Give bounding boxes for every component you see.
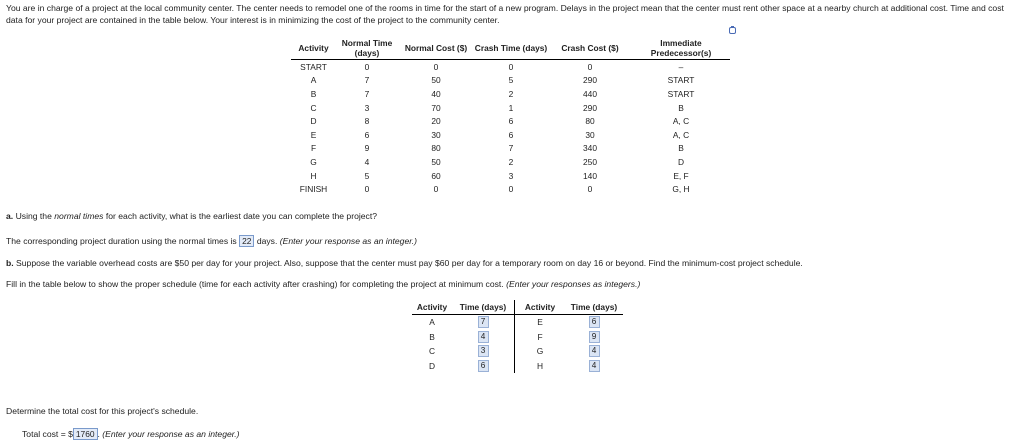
cell-predecessors: A, C	[672, 116, 690, 127]
cell-normal-cost: 0	[433, 184, 439, 195]
schedule-table-body	[412, 315, 623, 374]
project-duration-input[interactable]: 22	[239, 235, 254, 247]
schedule-activity-cell	[412, 344, 452, 359]
cell-predecessors: G, H	[672, 184, 690, 195]
schedule-time-cell	[565, 330, 623, 345]
intro-text: You are in charge of a project at the local community center. The center needs to remodel one of the rooms in time for the start of a new program. Delays in the project mean that the center must rent other space at a nearby church at additional cost. Time and cost data for your project are contained in the table below. Your interest is in minimizing the cost of the project to the community center.	[6, 3, 1004, 25]
schedule-row	[412, 315, 623, 330]
schedule-time-input[interactable]: 3	[478, 345, 489, 357]
cell-crash-cost: 290	[583, 102, 597, 113]
part-b-instruction-hint: (Enter your responses as integers.)	[506, 279, 641, 289]
schedule-time-cell	[452, 315, 515, 330]
cell-crash-time: 6	[508, 129, 514, 140]
schedule-activity: F	[537, 331, 543, 342]
cell-crash-cost: 340	[583, 143, 597, 154]
schedule-activity: G	[536, 346, 544, 357]
schedule-time-cell	[452, 344, 515, 359]
cell-activity: START	[300, 61, 327, 72]
data-table-row	[291, 128, 730, 142]
data-table-row	[291, 60, 730, 74]
schedule-activity: A	[429, 317, 435, 328]
col-header-crash-time: Crash Time (days)	[474, 37, 548, 60]
cell-predecessors: B	[678, 143, 684, 154]
cell-normal-time: 4	[364, 156, 370, 167]
cell-activity: H	[310, 170, 317, 181]
cell-crash-time: 2	[508, 156, 514, 167]
col-header-predecessors: Immediate Predecessor(s)	[632, 37, 730, 60]
cell-crash-cost: 140	[583, 170, 597, 181]
schedule-activity: B	[429, 331, 435, 342]
schedule-time-cell	[565, 344, 623, 359]
schedule-time-input[interactable]: 4	[589, 345, 600, 357]
schedule-row	[412, 330, 623, 345]
cell-crash-cost: 250	[583, 156, 597, 167]
schedule-table	[412, 300, 623, 373]
cell-normal-cost: 20	[431, 116, 441, 127]
cell-crash-time: 2	[508, 88, 514, 99]
schedule-time-input[interactable]: 4	[589, 360, 600, 372]
cell-predecessors: A, C	[672, 129, 690, 140]
part-b-question-text: Suppose the variable overhead costs are $50 per day for your project. Also, suppose that the center must pay $60 per day for a temporary room on day 16 or beyond. Find the minimum-cost project schedule.	[16, 258, 803, 268]
cell-normal-cost: 70	[431, 102, 441, 113]
total-cost-prompt: Determine the total cost for this project's schedule.	[6, 406, 199, 416]
cell-normal-cost: 50	[431, 156, 441, 167]
cell-activity: F	[310, 143, 317, 154]
schedule-time-cell	[452, 359, 515, 374]
data-table-row	[291, 142, 730, 156]
schedule-activity-cell	[515, 344, 566, 359]
part-a-question-pre: Using the	[15, 211, 55, 221]
cell-predecessors: –	[678, 61, 684, 72]
schedule-time-cell	[452, 330, 515, 345]
col-header-crash-cost: Crash Cost ($)	[548, 37, 632, 60]
cell-crash-time: 7	[508, 143, 514, 154]
cell-activity: E	[310, 129, 317, 140]
sched-header-activity-2: Activity	[515, 300, 566, 315]
part-b-instruction-text: Fill in the table below to show the proper schedule (time for each activity after crashing) for completing the project at minimum cost.	[6, 279, 504, 289]
cell-normal-time: 5	[364, 170, 370, 181]
cell-crash-time: 3	[508, 170, 514, 181]
cell-activity: A	[310, 75, 317, 86]
cell-normal-cost: 80	[431, 143, 441, 154]
cell-normal-time: 9	[364, 143, 370, 154]
data-table-row	[291, 87, 730, 101]
cell-normal-time: 7	[364, 75, 370, 86]
data-table-row	[291, 169, 730, 183]
cell-normal-time: 6	[364, 129, 370, 140]
cell-activity: FINISH	[299, 184, 328, 195]
data-table-row	[291, 182, 730, 196]
sched-header-activity-1: Activity	[412, 300, 452, 315]
cell-normal-time: 0	[364, 61, 370, 72]
cell-normal-cost: 60	[431, 170, 441, 181]
part-a-answer-hint: (Enter your response as an integer.)	[279, 236, 418, 246]
sched-header-time-2: Time (days)	[565, 300, 623, 315]
copy-table-icon[interactable]	[729, 27, 736, 34]
total-cost-hint: (Enter your response as an integer.)	[102, 429, 240, 439]
schedule-row	[412, 359, 623, 374]
schedule-time-input[interactable]: 4	[478, 331, 489, 343]
total-cost-row: Total cost = $ 1760 . (Enter your response as an integer.)	[22, 429, 240, 439]
cell-normal-cost: 50	[431, 75, 441, 86]
cell-activity: C	[310, 102, 317, 113]
col-header-activity: Activity	[291, 37, 336, 60]
cell-normal-time: 0	[364, 184, 370, 195]
cell-crash-time: 1	[508, 102, 514, 113]
part-b-instruction	[6, 279, 640, 290]
cell-activity: G	[310, 156, 317, 167]
data-table-row	[291, 101, 730, 115]
cell-crash-time: 0	[508, 184, 514, 195]
cell-predecessors: START	[667, 75, 695, 86]
schedule-time-input[interactable]: 6	[589, 316, 600, 328]
cell-crash-cost: 30	[585, 129, 595, 140]
schedule-activity-cell	[515, 359, 566, 374]
schedule-time-cell	[565, 315, 623, 330]
activity-data-table	[291, 37, 730, 196]
cell-normal-time: 8	[364, 116, 370, 127]
part-a-answer-text: The corresponding project duration using the normal times is	[6, 236, 237, 246]
part-a-question-emph: normal times	[54, 211, 104, 221]
schedule-activity: H	[536, 360, 544, 371]
cell-crash-cost: 0	[587, 61, 593, 72]
schedule-header-row	[412, 300, 623, 315]
cell-normal-time: 3	[364, 102, 370, 113]
part-a-answer-unit: days.	[256, 236, 278, 246]
schedule-row	[412, 344, 623, 359]
data-table-row	[291, 114, 730, 128]
cell-normal-cost: 40	[431, 88, 441, 99]
schedule-activity-cell	[515, 315, 566, 330]
sched-header-time-1: Time (days)	[452, 300, 515, 315]
schedule-activity-cell	[412, 330, 452, 345]
schedule-activity: E	[537, 317, 543, 328]
cell-crash-cost: 0	[587, 184, 593, 195]
cell-crash-time: 5	[508, 75, 514, 86]
cell-crash-cost: 440	[583, 88, 597, 99]
cell-crash-cost: 290	[583, 75, 597, 86]
cell-normal-cost: 30	[431, 129, 441, 140]
data-table-header-row	[291, 37, 730, 60]
schedule-activity: C	[428, 346, 436, 357]
col-header-normal-cost: Normal Cost ($)	[398, 37, 474, 60]
schedule-time-input[interactable]: 6	[478, 360, 489, 372]
cell-activity: B	[310, 88, 317, 99]
part-a-question-post: for each activity, what is the earliest date you can complete the project?	[103, 211, 378, 221]
part-b-question	[6, 258, 803, 269]
data-table-row	[291, 155, 730, 169]
cell-crash-time: 0	[508, 61, 514, 72]
cell-normal-cost: 0	[433, 61, 439, 72]
schedule-time-input[interactable]: 7	[478, 316, 489, 328]
cell-crash-time: 6	[508, 116, 514, 127]
cell-predecessors: B	[678, 102, 684, 113]
total-cost-label: Total cost = $	[22, 429, 73, 439]
cell-crash-cost: 80	[585, 116, 595, 127]
part-b-label: b.	[6, 258, 14, 268]
schedule-activity-cell	[515, 330, 566, 345]
part-a-answer	[6, 235, 417, 247]
col-header-normal-time: Normal Time (days)	[336, 37, 398, 60]
data-table-row	[291, 74, 730, 88]
schedule-activity: D	[428, 360, 436, 371]
total-cost-input[interactable]: 1760	[73, 428, 98, 440]
data-table-body	[291, 60, 730, 196]
cell-predecessors: D	[677, 156, 685, 167]
schedule-time-input[interactable]: 9	[589, 331, 600, 343]
part-a-question	[6, 211, 377, 222]
part-a-label: a.	[6, 211, 14, 221]
schedule-activity-cell	[412, 315, 452, 330]
schedule-time-cell	[565, 359, 623, 374]
cell-activity: D	[310, 116, 317, 127]
cell-predecessors: START	[667, 88, 695, 99]
cell-predecessors: E, F	[673, 170, 689, 181]
cell-normal-time: 7	[364, 88, 370, 99]
schedule-activity-cell	[412, 359, 452, 374]
